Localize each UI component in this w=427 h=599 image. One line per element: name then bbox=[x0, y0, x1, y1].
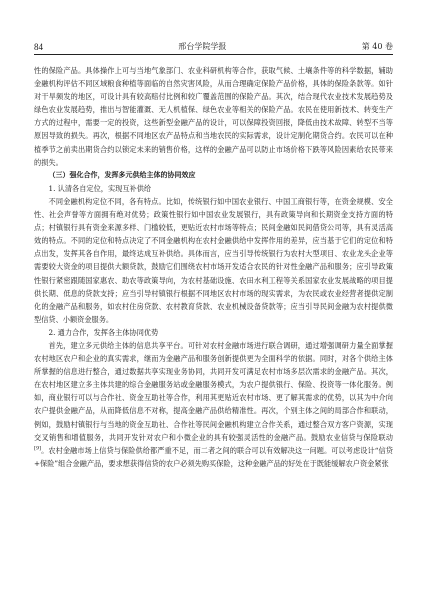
paragraph-3 bbox=[34, 339, 393, 470]
subheading-1: 1. 认清各自定位，实现互补供给 bbox=[48, 183, 152, 193]
page-number: 84 bbox=[34, 42, 43, 52]
paragraph-2: 不同金融机构定位不同，各有特点。比如，传统银行如中国农业银行、中国工商银行等，在资金规模、安全性、社会声誉等方面拥有绝对优势；政策性银行如中国农业发展银行，具有政策导向和长期资金支持方面的特点；村镇银行具有资金来源多样、门槛较低，更贴近农村市场等特点；民间金融如民间借贷公司等，具有灵活高效的特点。不同的定位和特点决定了不同金融机构在农村金融供给中发挥作用的差异，应当基于它们的定位和特点出发，发挥其各自作用，最终达成互补供给。具体而言，应当引导传统银行为农村大型项目、农业龙头企业等需要较大资金的项目提供大额贷款，鼓励它们围绕农村市场开发适合农民的针对性金融产品和服务；应引导政策性银行紧密跟随国家惠农、助农等政策导向，为农村基础设施、农田水利工程等关系国家农业发展战略的项目提供长期、低息的贷款支持；应当引导村镇银行根据不同地区农村市场的现实需求，为农民或农业经营者提供定制化的金融产品和服务，如农村住房贷款、农村教育贷款、农业机械设备贷款等；应当引导民间金融为农村提供微型信贷、小额资金服务。 bbox=[34, 196, 393, 324]
paragraph-3-text-a: 首先，建立多元供给主体的信息共享平台。可针对农村金融市场进行联合调研，通过增强调研力量全面掌握农村地区农户和企业的真实需求，继而为金融产品和服务创新提供更为全面科学的依据。同时，对各个供给主体所掌握的信息进行整合，通过数据共享实现业务协同，共同开发可满足农村市场多层次需求的金融产品。其次，在农村地区建立多主体共建的综合金融服务站或金融服务模式，为农户提供银行、保险、投资等一体化服务。例如，商业银行可以与合作社、资金互助社等合作，利用其更贴近农村市场、更了解其需求的优势，以其为中介向农户提供金融产品，从而降低信息不对称，提高金融产品供给精准性。再次，个别主体之间的局部合作和联动，例如，鼓励村镇银行与当地的资金互助社、合作社等民间金融机构建立合作关系，通过整合双方客户资源，实现交叉销售和增值服务，共同开发针对农户和小微企业的具有较强灵活性的金融产品。鼓励农业信贷与保险联动 bbox=[34, 340, 393, 442]
volume-label: 第 40 卷 bbox=[361, 42, 393, 51]
citation-9: [9] bbox=[34, 445, 42, 452]
journal-name: 邢台学院学报 bbox=[178, 42, 227, 51]
running-header bbox=[34, 38, 393, 55]
section-heading: （三）强化合作，发挥多元供给主体的协同效应 bbox=[48, 170, 196, 179]
subheading-2: 2. 通力合作，发挥各主体协同优势 bbox=[48, 327, 159, 337]
paragraph-3-text-b: 。农村金融市场上信贷与保险供给都严重不足，而二者之间的联合可以有效解决这一问题。可以考虑设计“信贷+保险”组合金融产品，要求想获得信贷的农户必须先购买保险，这种金融产品的好处在于既能缓解农户资金紧张 bbox=[34, 445, 393, 468]
paragraph-1: 性的保险产品。具体操作上可与当地气象部门、农业科研机构等合作，获取气候、土壤条件等的科学数据，辅助金融机构评估不同区域粮食种植等面临的自然灾害风险，从而合理确定保险产品价格，具体的保险条款等。如针对干旱频发的地区，可设计具有较高赔付比例和较广覆盖范围的保险产品。其次，结合现代农业技术发展趋势及绿色农业发展趋势，推出与智能灌溉、无人机植保、绿色农业等相关的保险产品。农民在使用新技术、转变生产方式的过程中，需要一定的投资，这些新型金融产品的设计，可以保障投资回报，降低由技术故障、转型不当等原因导致的损失。再次，根据不同地区农产品特点和当地农民的实际需求，设计定制化期货合约。农民可以在种植季节之前卖出期货合约以锁定未来的销售价格，这样的金融产品可以防止市场价格下跌等风险因素给农民带来的损失。 bbox=[34, 66, 393, 167]
article-body bbox=[34, 64, 393, 470]
